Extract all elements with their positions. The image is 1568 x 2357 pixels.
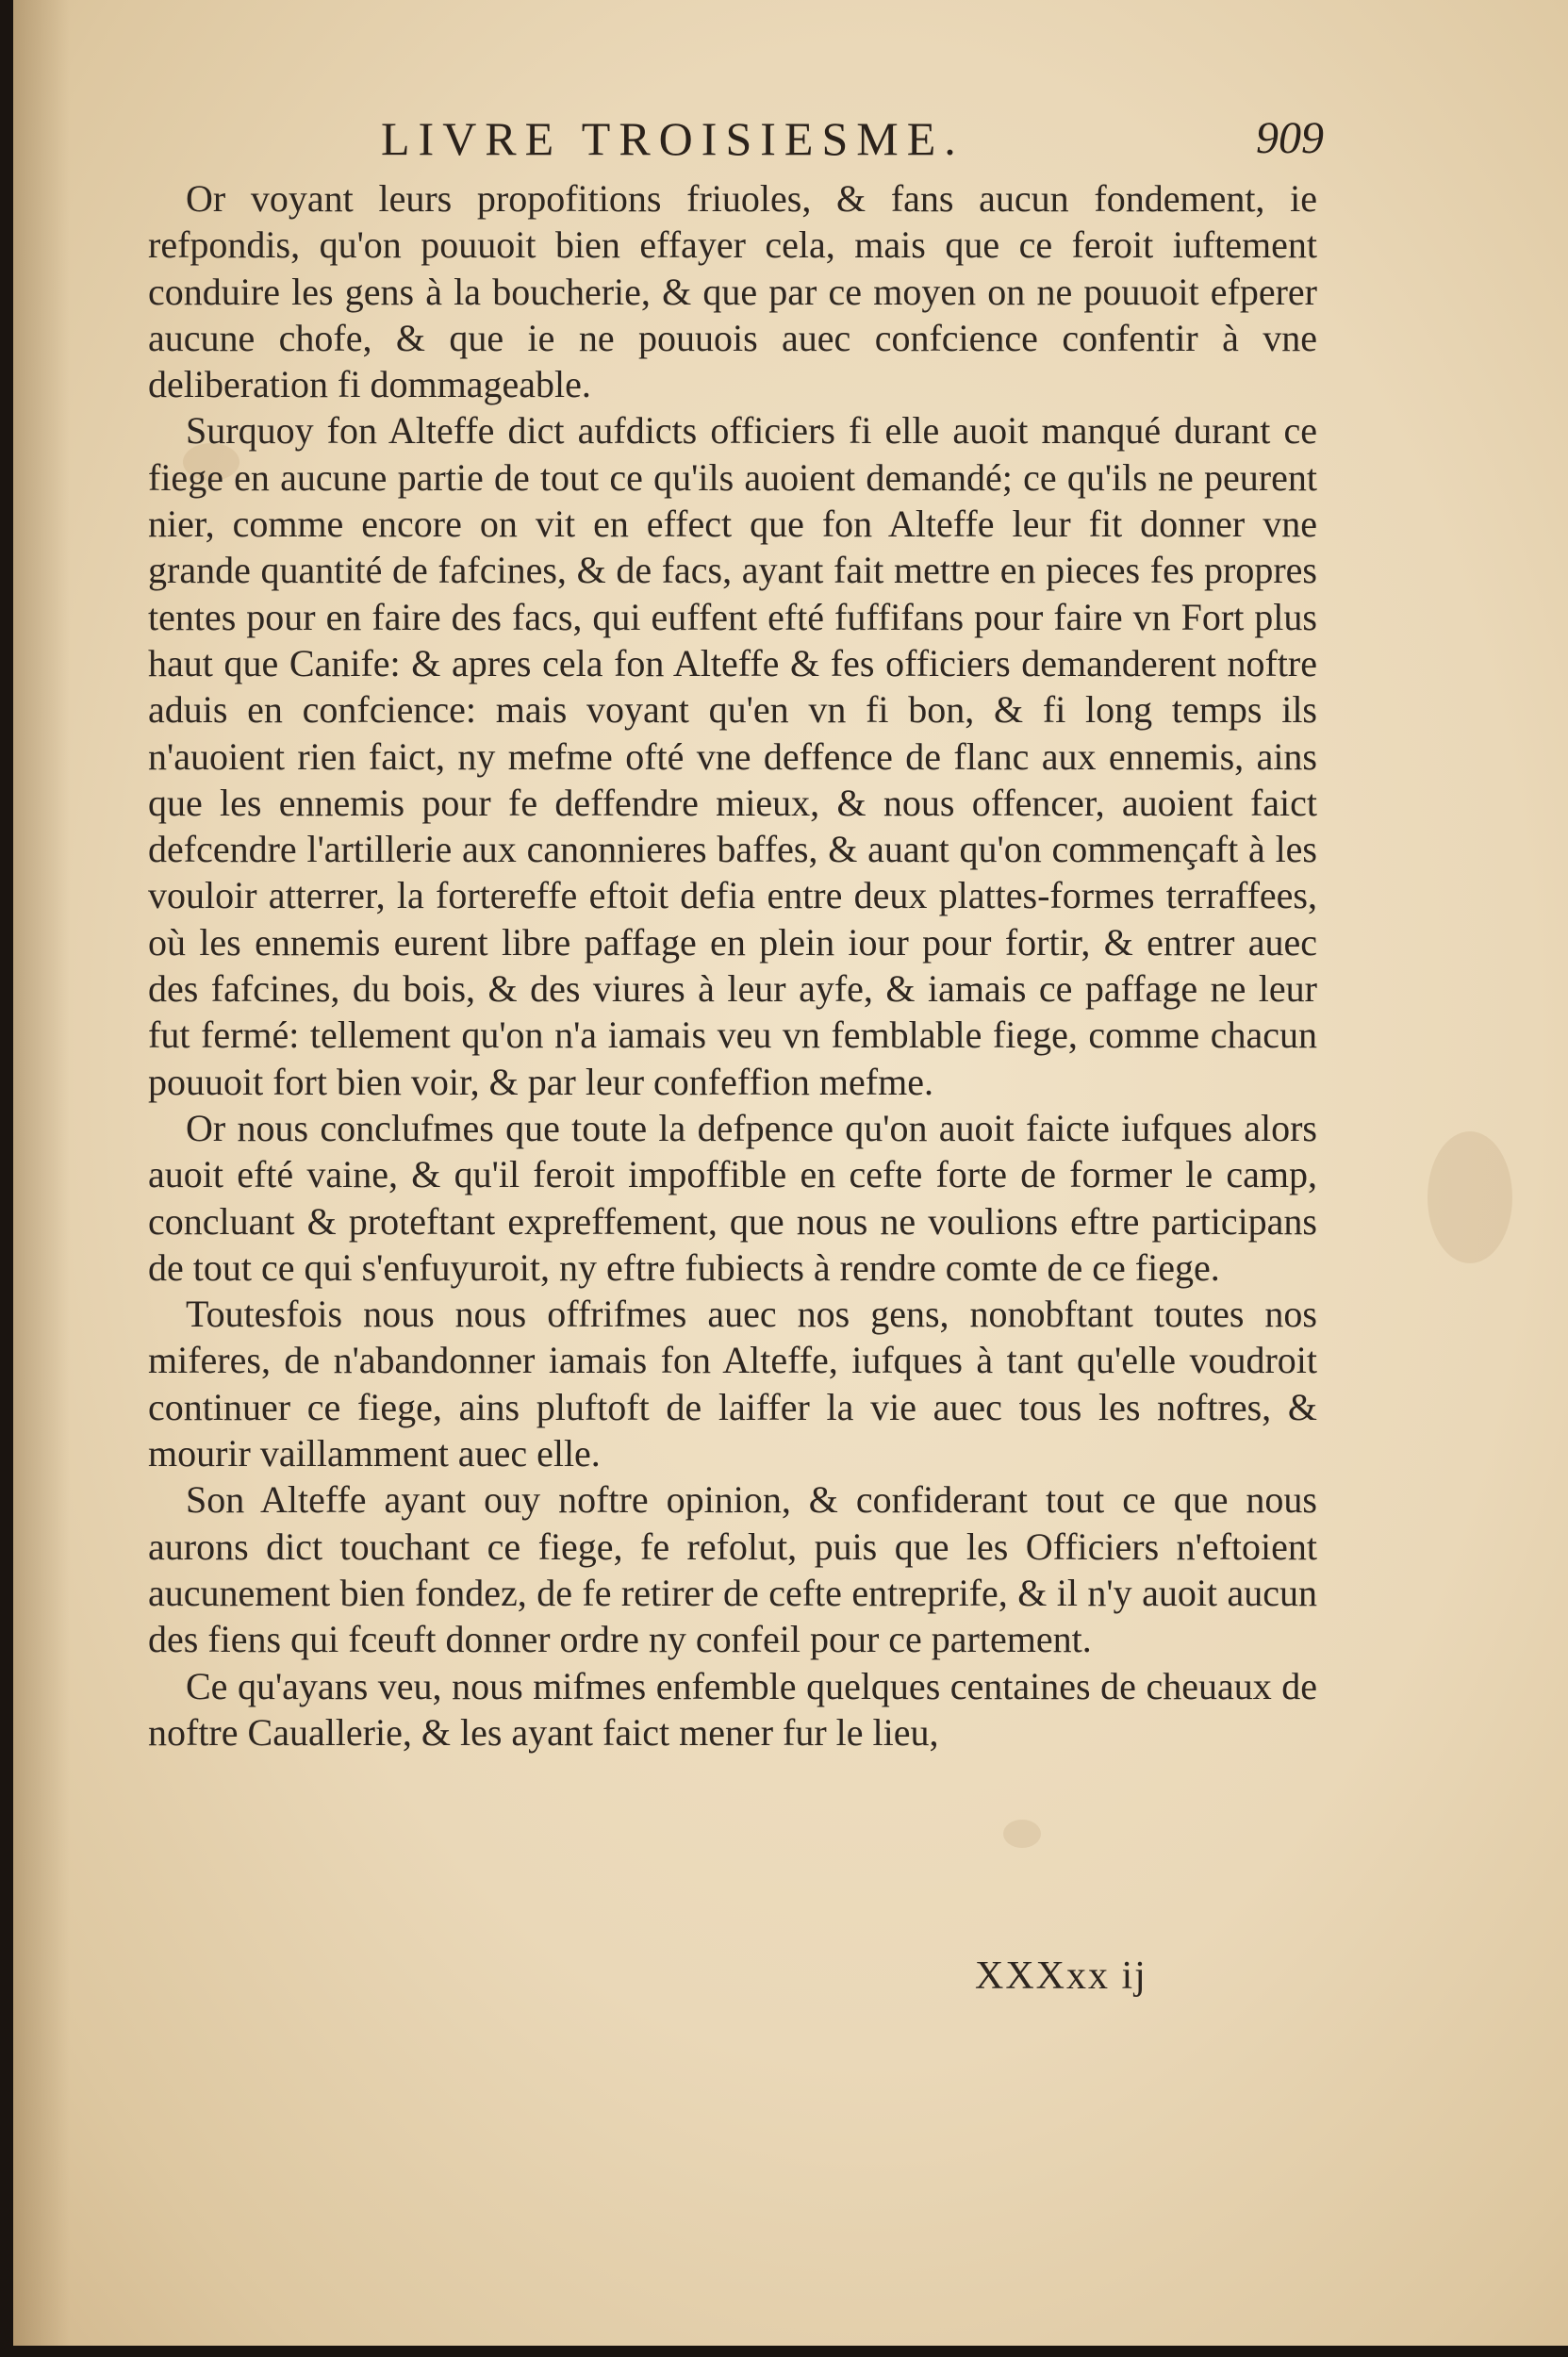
paragraph: Or nous conclufmes que toute la defpence qu'on auoit faicte iufques alors auoit efté vaine, & qu'il feroit impoffible en cefte forte de former le camp, concluant & proteftant expreffement, que nous ne voulions eftre participans de tout ce qui s'enfuyuroit, ny eftre fubiects à rendre comte de ce fiege. — [148, 1106, 1317, 1289]
paper-stain — [1003, 1820, 1041, 1848]
book-page — [13, 0, 1568, 2346]
paragraph: Surquoy fon Alteffe dict aufdicts officiers fi elle auoit manqué durant ce fiege en aucune partie de tout ce qu'ils auoient demandé; ce qu'ils ne peurent nier, comme encore on vit en effect que fon Alteffe leur fit donner vne grande quantité de fafcines, & de facs, ayant fait mettre en pieces fes propres tentes pour en faire des facs, qui euffent efté fuffifans pour faire vn Fort plus haut que Canife: & apres cela fon Alteffe & fes officiers demanderent noftre aduis en confcience: mais voyant qu'en vn fi bon, & fi long temps ils n'auoient rien faict, ny mefme ofté vne deffence de flanc aux ennemis, ains que les ennemis pour fe deffendre mieux, & nous offencer, auoient faict defcendre l'artillerie aux canonnieres baffes, & auant qu'on commençaft à les vouloir atterrer, la fortereffe eftoit defia entre deux plattes-formes terraffees, où les ennemis eurent libre paffage en plein iour pour fortir, & entrer auec des fafcines, du bois, & des viures à leur ayfe, & iamais ce paffage ne leur fut fermé: tellement qu'on n'a iamais veu vn femblable fiege, comme chacun pouuoit fort bien voir, & par leur confeffion mefme. — [148, 409, 1317, 1103]
paper-stain — [1428, 1131, 1512, 1263]
paragraph: Toutesfois nous nous offrifmes auec nos gens, nonobftant toutes nos miferes, de n'abandonner iamais fon Alteffe, iufques à tant qu'elle voudroit continuer ce fiege, ains pluftoft de laiffer la vie auec tous les noftres, & mourir vaillamment auec elle. — [148, 1293, 1317, 1475]
paragraph: Ce qu'ayans veu, nous mifmes enfemble quelques centaines de cheuaux de noftre Cauallerie, & les ayant faict mener fur le lieu, — [148, 1664, 1317, 1754]
running-title: LIVRE TROISIESME. — [381, 112, 965, 165]
body-text — [148, 175, 1317, 1755]
page-header — [381, 106, 1324, 172]
signature-catchword: XXXxx ij — [975, 1954, 1147, 1998]
paragraph: Son Alteffe ayant ouy noftre opinion, & confiderant tout ce que nous aurons dict touchant ce fiege, fe refolut, puis que les Officiers n'eftoient aucunement bien fondez, de fe retirer de cefte entreprife, & il n'y auoit aucun des fiens qui fceuft donner ordre ny confeil pour ce partement. — [148, 1478, 1317, 1661]
page-number: 909 — [1256, 113, 1324, 163]
paragraph: Or voyant leurs propofitions friuoles, & fans aucun fondement, ie refpondis, qu'on pouuoit bien effayer cela, mais que ce feroit iuftement conduire les gens à la boucherie, & que par ce moyen on ne pouuoit efperer aucune chofe, & que ie ne pouuois auec confcience confentir à vne deliberation fi dommageable. — [148, 177, 1317, 406]
